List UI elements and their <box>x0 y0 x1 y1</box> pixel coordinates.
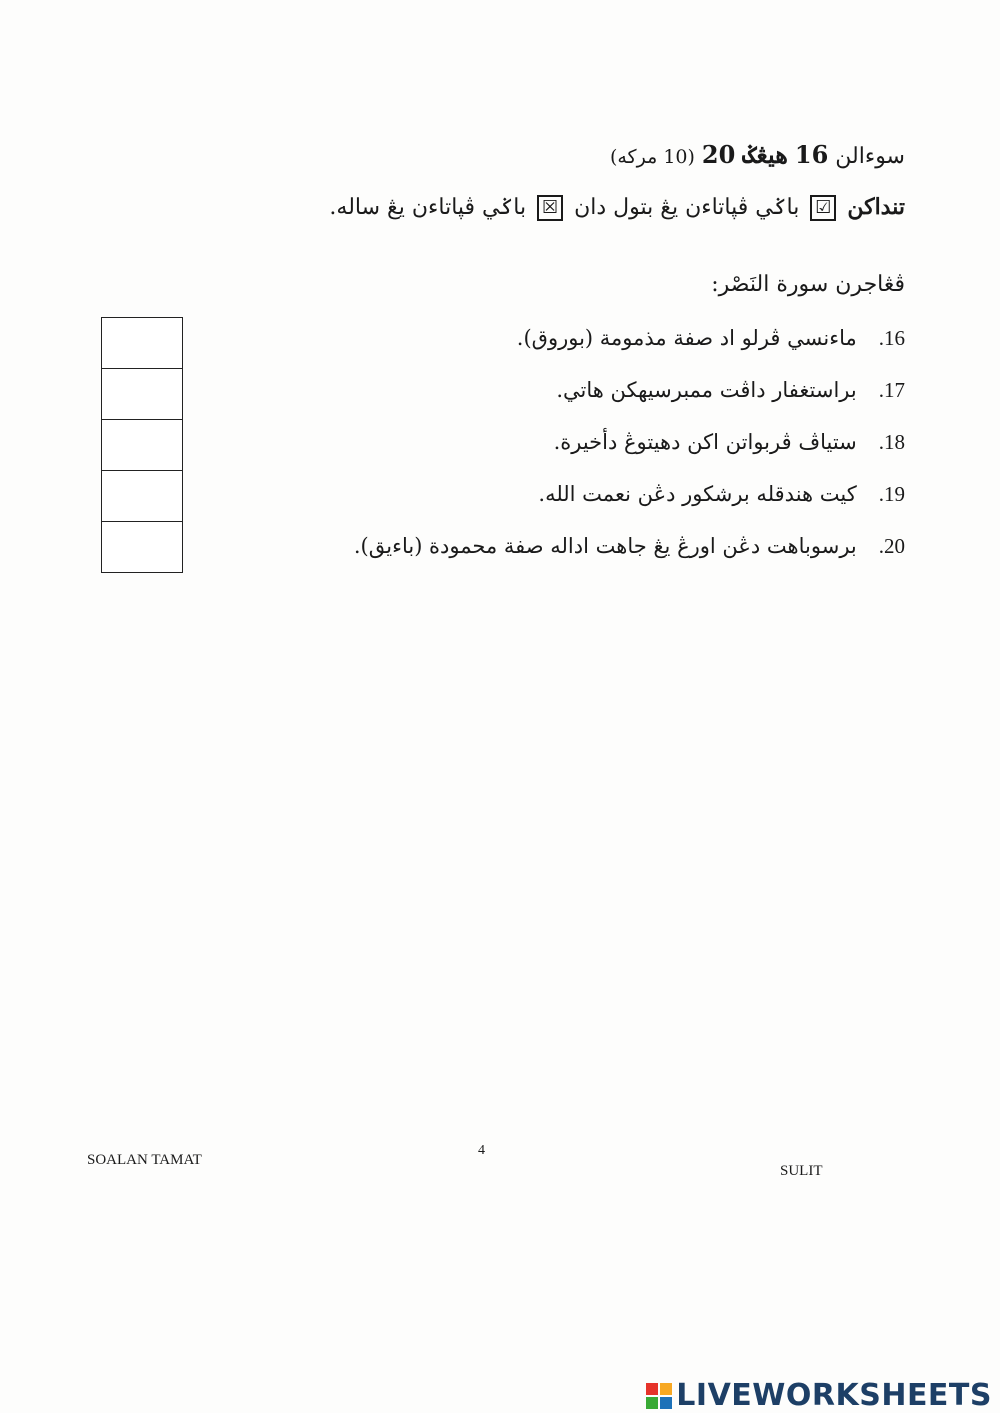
question-number: 19. <box>878 482 905 506</box>
question-text: ستياڤ ڤربواتن اکن دهيتوڠ دأخيرة. <box>553 430 857 454</box>
question-17 <box>556 378 905 403</box>
answer-box-20[interactable] <box>101 521 183 573</box>
question-19 <box>538 482 905 507</box>
page-number: 4 <box>478 1143 485 1158</box>
answer-column <box>101 317 183 573</box>
checkbox-true-icon: ☑ <box>810 195 836 221</box>
question-16 <box>517 326 905 351</box>
question-number: 18. <box>878 430 905 454</box>
intro-text: ڤڠاجرن سورة النَصْر: <box>711 272 905 297</box>
brand-text: LIVEWORKSHEETS <box>676 1378 992 1413</box>
question-text: برسوباهت دڠن اورڠ يڠ جاهت اداله صفة محمودة (باءيق). <box>353 534 857 558</box>
answer-box-17[interactable] <box>101 368 183 419</box>
section-heading <box>610 140 905 169</box>
liveworksheets-logo-icon <box>646 1383 672 1409</box>
instruction-true-text: باݢي ڤپاتاءن يڠ بتول دان <box>574 195 800 220</box>
question-text: کيت هندقله برشکور دڠن نعمت الله. <box>538 482 857 506</box>
instruction-verb: تنداکن <box>847 194 905 220</box>
question-text: ماءنسي ڤرلو اد صفة مذمومة (بوروق). <box>516 326 857 350</box>
heading-from-number: 16 <box>794 140 829 169</box>
question-number: 20. <box>878 534 905 558</box>
heading-prefix: سوءالن <box>835 144 905 169</box>
liveworksheets-brand[interactable] <box>646 1378 992 1413</box>
answer-box-18[interactable] <box>101 419 183 470</box>
heading-marks: (10 مرکه) <box>609 146 695 168</box>
checkbox-false-icon: ☒ <box>537 195 563 221</box>
answer-box-16[interactable] <box>101 317 183 368</box>
instruction-line <box>329 194 905 221</box>
question-18 <box>554 430 905 455</box>
footer-end-label: SOALAN TAMAT <box>87 1152 202 1168</box>
question-number: 16. <box>878 326 905 350</box>
question-number: 17. <box>878 378 905 402</box>
question-text: براستغفار داڤت ممبرسيهکن هاتي. <box>556 378 857 402</box>
answer-box-19[interactable] <box>101 470 183 521</box>
footer-classification: SULIT <box>780 1163 823 1179</box>
instruction-false-text: باݢي ڤپاتاءن يڠ ساله. <box>329 195 527 220</box>
question-20 <box>354 534 905 559</box>
heading-to-number: 20 <box>701 140 736 169</box>
heading-connector: هيڠݢ <box>742 140 788 169</box>
